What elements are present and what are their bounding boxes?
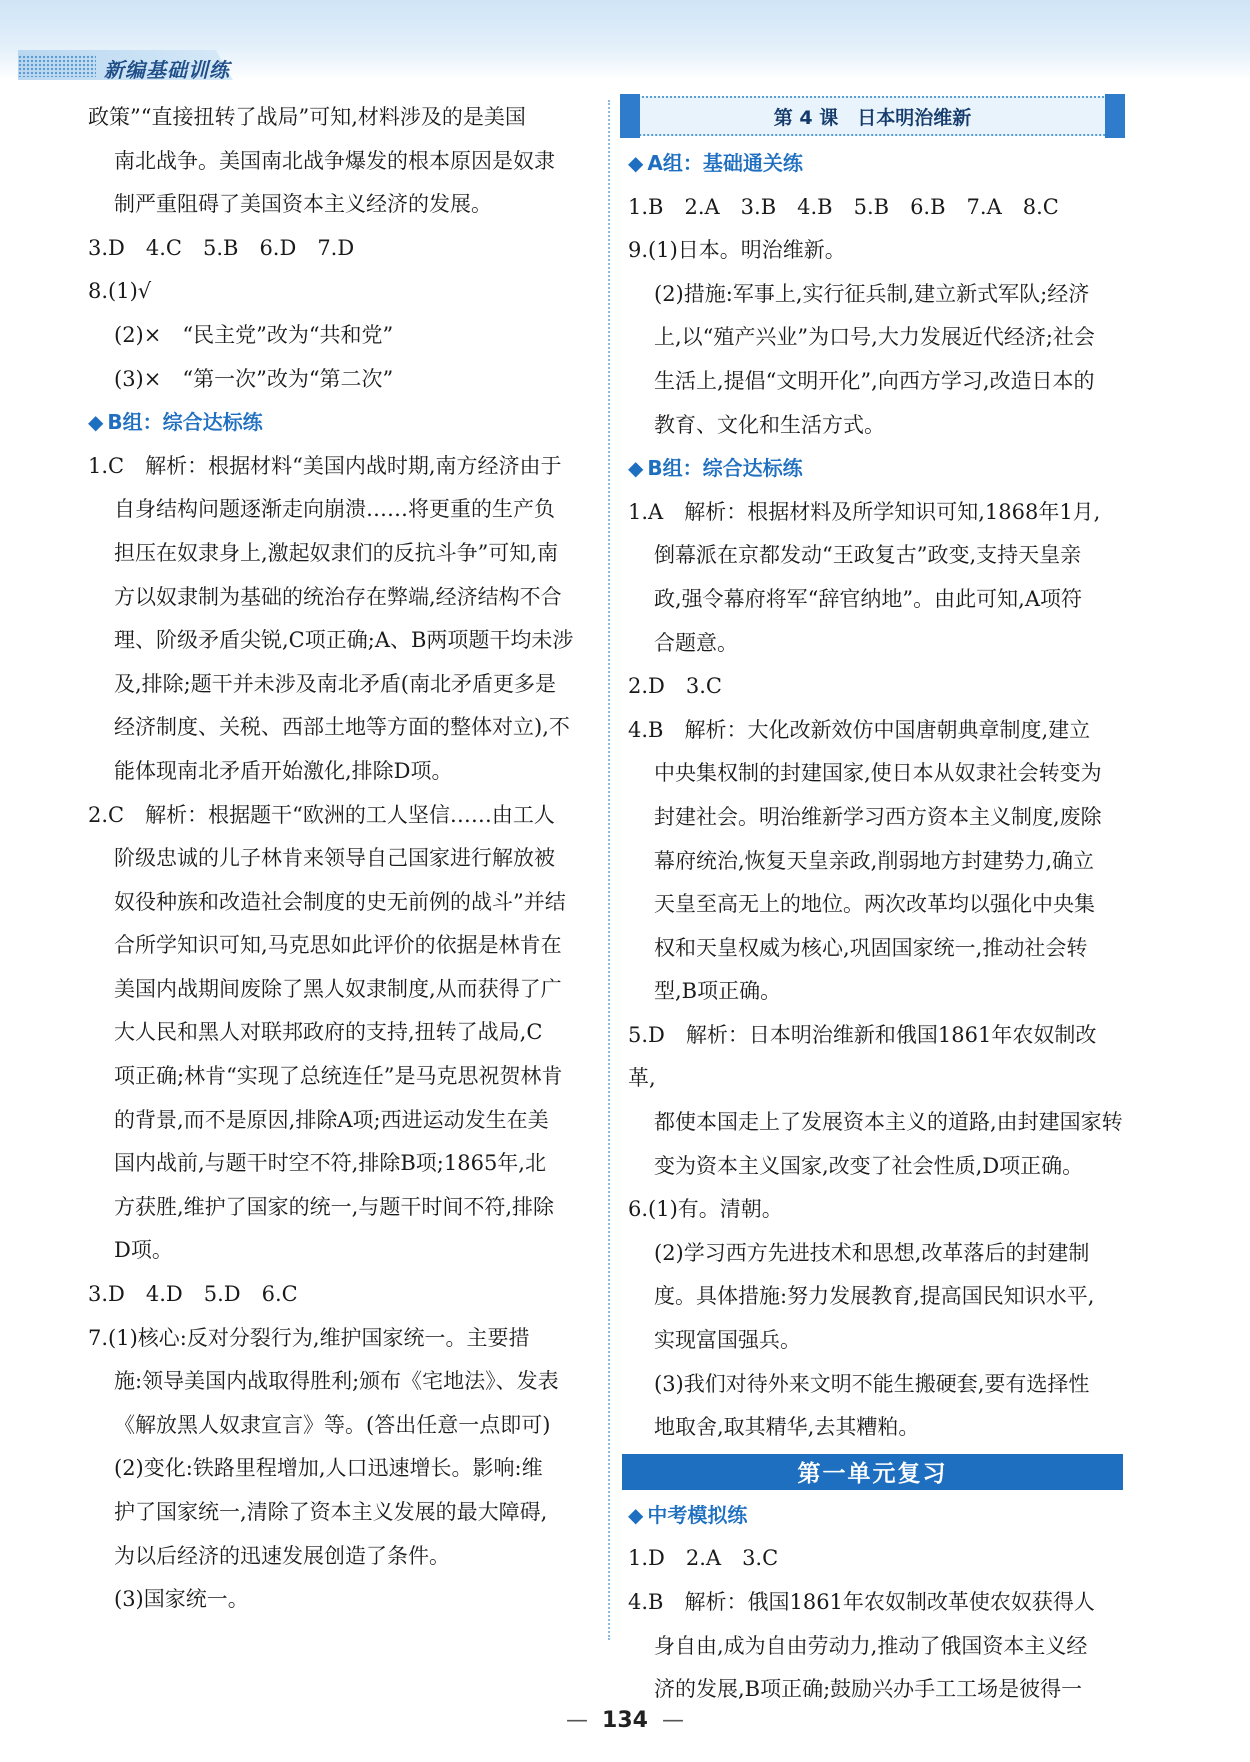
text-line: 身自由,成为自由劳动力,推动了俄国资本主义经 — [654, 1633, 1088, 1658]
text-line: 理、阶级矛盾尖锐,C项正确;A、B两项题干均未涉 — [114, 628, 574, 653]
text-line: 1.C 解析：根据材料“美国内战时期,南方经济由于 — [88, 453, 562, 478]
answer-line: 8.(1)√ — [88, 279, 152, 304]
text-line: 制严重阻碍了美国资本主义经济的发展。 — [114, 192, 492, 217]
answer-block-rb1 — [628, 491, 1123, 665]
answer-line: (3)× “第一次”改为“第二次” — [114, 366, 394, 391]
answer-block-b1 — [88, 445, 608, 794]
answer-block-rb4 — [628, 709, 1123, 1014]
answer-line: 3.D 4.C 5.B 6.D 7.D — [88, 235, 355, 260]
text-line: 教育、文化和生活方式。 — [654, 412, 885, 437]
text-line: 济的发展,B项正确;鼓励兴办手工工场是彼得一 — [654, 1677, 1083, 1702]
text-line: 上,以“殖产兴业”为口号,大力发展近代经济;社会 — [654, 325, 1095, 350]
text-line: 变为资本主义国家,改变了社会性质,D项正确。 — [654, 1153, 1084, 1178]
header-dot-pattern — [18, 55, 96, 77]
right-column — [628, 96, 1123, 1712]
text-line: 生活上,提倡“文明开化”,向西方学习,改造日本的 — [654, 368, 1095, 393]
text-line: 自身结构问题逐渐走向崩溃……将更重的生产负 — [114, 497, 555, 522]
text-line: 南北战争。美国南北战争爆发的根本原因是奴隶 — [114, 148, 555, 173]
answer-block-z4 — [628, 1581, 1123, 1712]
text-line: D项。 — [114, 1238, 173, 1263]
text-line: 4.B 解析：俄国1861年农奴制改革使农奴获得人 — [628, 1590, 1095, 1614]
text-line: 中央集权制的封建国家,使日本从奴隶社会转变为 — [654, 761, 1102, 786]
text-line: 天皇至高无上的地位。两次改革均以强化中央集 — [654, 892, 1095, 917]
text-line: 政,强令幕府将军“辞官纳地”。由此可知,A项符 — [654, 586, 1082, 611]
text-line: 《解放黑人奴隶宣言》等。(答出任意一点即可) — [114, 1412, 551, 1437]
unit-title: 第一单元复习 — [797, 1461, 948, 1488]
text-line: (3)我们对待外来文明不能生搬硬套,要有选择性 — [654, 1371, 1090, 1396]
section-heading-label: B组：综合达标练 — [647, 456, 803, 481]
text-line: 5.D 解析：日本明治维新和俄国1861年农奴制改革, — [628, 1022, 1097, 1091]
page-number — [0, 1708, 1250, 1733]
text-line: 权和天皇权威为核心,巩固国家统一,推动社会转 — [654, 935, 1088, 960]
text-line: 为以后经济的迅速发展创造了条件。 — [114, 1543, 450, 1568]
unit-review-banner — [622, 1454, 1123, 1490]
section-heading-label: A组：基础通关练 — [647, 151, 803, 175]
answer-line: (2)× “民主党”改为“共和党” — [114, 322, 394, 347]
answer-line: 2.D 3.C — [628, 674, 722, 699]
text-line: 美国内战期间废除了黑人奴隶制度,从而获得了广 — [114, 976, 562, 1001]
text-line: (2)学习西方先进技术和思想,改革落后的封建制 — [654, 1240, 1090, 1265]
text-line: 及,排除;题干并未涉及南北矛盾(南北矛盾更多是 — [114, 671, 556, 696]
dash-icon: — — [661, 1708, 684, 1733]
section-heading-b — [88, 401, 608, 445]
text-line: 的背景,而不是原因,排除A项;西进运动发生在美 — [114, 1107, 549, 1132]
answer-block-a9 — [628, 229, 1123, 447]
answer-block-b2 — [88, 794, 608, 1274]
dash-icon: — — [566, 1708, 589, 1733]
text-line: (2)变化:铁路里程增加,人口迅速增长。影响:维 — [114, 1456, 543, 1481]
answer-block-b7 — [88, 1317, 608, 1622]
text-line: 1.A 解析：根据材料及所学知识可知,1868年1月, — [628, 499, 1101, 524]
answer-line: 1.B 2.A 3.B 4.B 5.B 6.B 7.A 8.C — [628, 194, 1059, 219]
text-line: 施:领导美国内战取得胜利;颁布《宅地法》、发表 — [114, 1369, 559, 1394]
text-line: 护了国家统一,清除了资本主义发展的最大障碍, — [114, 1500, 548, 1524]
text-line: 方以奴隶制为基础的统治存在弊端,经济结构不合 — [114, 584, 562, 609]
answer-line: 1.D 2.A 3.C — [628, 1546, 779, 1571]
section-heading-b — [628, 447, 1123, 491]
text-line: 倒幕派在京都发动“王政复古”政变,支持天皇亲 — [654, 543, 1082, 568]
section-heading-label: 中考模拟练 — [647, 1502, 748, 1527]
text-line: 经济制度、关税、西部土地等方面的整体对立),不 — [114, 715, 570, 740]
lesson-title-banner — [622, 96, 1123, 136]
section-heading-a — [628, 142, 1123, 186]
text-line: 9.(1)日本。明治维新。 — [628, 238, 846, 263]
answer-block-rb5 — [628, 1014, 1123, 1188]
brand-title: 新编基础训练 — [104, 58, 230, 82]
text-line: 方获胜,维护了国家的统一,与题干时间不符,排除 — [114, 1194, 555, 1219]
text-line: 幕府统治,恢复天皇亲政,削弱地方封建势力,确立 — [654, 848, 1095, 873]
text-line: (3)国家统一。 — [114, 1587, 249, 1612]
diamond-icon: ◆ — [88, 410, 104, 435]
left-column — [88, 96, 608, 1622]
answer-line: 3.D 4.D 5.D 6.C — [88, 1282, 298, 1307]
text-line: (2)措施:军事上,实行征兵制,建立新式军队;经济 — [654, 281, 1090, 306]
diamond-icon: ◆ — [628, 456, 644, 481]
text-line: 度。具体措施:努力发展教育,提高国民知识水平, — [654, 1284, 1095, 1309]
lesson-title: 第 4 课 日本明治维新 — [773, 106, 972, 129]
text-line: 4.B 解析：大化改新效仿中国唐朝典章制度,建立 — [628, 717, 1091, 742]
text-line: 实现富国强兵。 — [654, 1328, 801, 1353]
text-line: 阶级忠诚的儿子林肯来领导自己国家进行解放被 — [114, 846, 555, 871]
text-line: 能体现南北矛盾开始激化,排除D项。 — [114, 758, 453, 783]
text-line: 大人民和黑人对联邦政府的支持,扭转了战局,C — [114, 1020, 543, 1045]
section-heading-zk — [628, 1494, 1123, 1538]
answer-block-rb6 — [628, 1188, 1123, 1450]
text-line: 国内战前,与题干时空不符,排除B项;1865年,北 — [114, 1151, 546, 1176]
page-number-value: 134 — [602, 1708, 648, 1733]
text-line: 奴役种族和改造社会制度的史无前例的战斗”并结 — [114, 889, 566, 914]
text-line: 担压在奴隶身上,激起奴隶们的反抗斗争”可知,南 — [114, 540, 559, 565]
text-line: 合所学知识可知,马克思如此评价的依据是林肯在 — [114, 933, 562, 958]
text-line: 7.(1)核心:反对分裂行为,维护国家统一。主要措 — [88, 1325, 530, 1350]
section-heading-label: B组：综合达标练 — [107, 410, 263, 435]
text-line: 项正确;林肯“实现了总统连任”是马克思祝贺林肯 — [114, 1064, 563, 1089]
diamond-icon: ◆ — [628, 151, 644, 175]
text-line: 2.C 解析：根据题干“欧洲的工人坚信……由工人 — [88, 802, 555, 827]
text-line: 合题意。 — [654, 630, 738, 655]
text-line: 都使本国走上了发展资本主义的道路,由封建国家转 — [654, 1110, 1123, 1135]
column-divider — [608, 100, 610, 1640]
text-line: 6.(1)有。清朝。 — [628, 1197, 783, 1222]
text-line: 型,B项正确。 — [654, 979, 782, 1004]
text-line: 地取舍,取其精华,去其糟粕。 — [654, 1415, 920, 1440]
text-line: 封建社会。明治维新学习西方资本主义制度,废除 — [654, 804, 1102, 829]
diamond-icon: ◆ — [628, 1502, 644, 1527]
text-line: 政策”“直接扭转了战局”可知,材料涉及的是美国 — [88, 105, 526, 129]
